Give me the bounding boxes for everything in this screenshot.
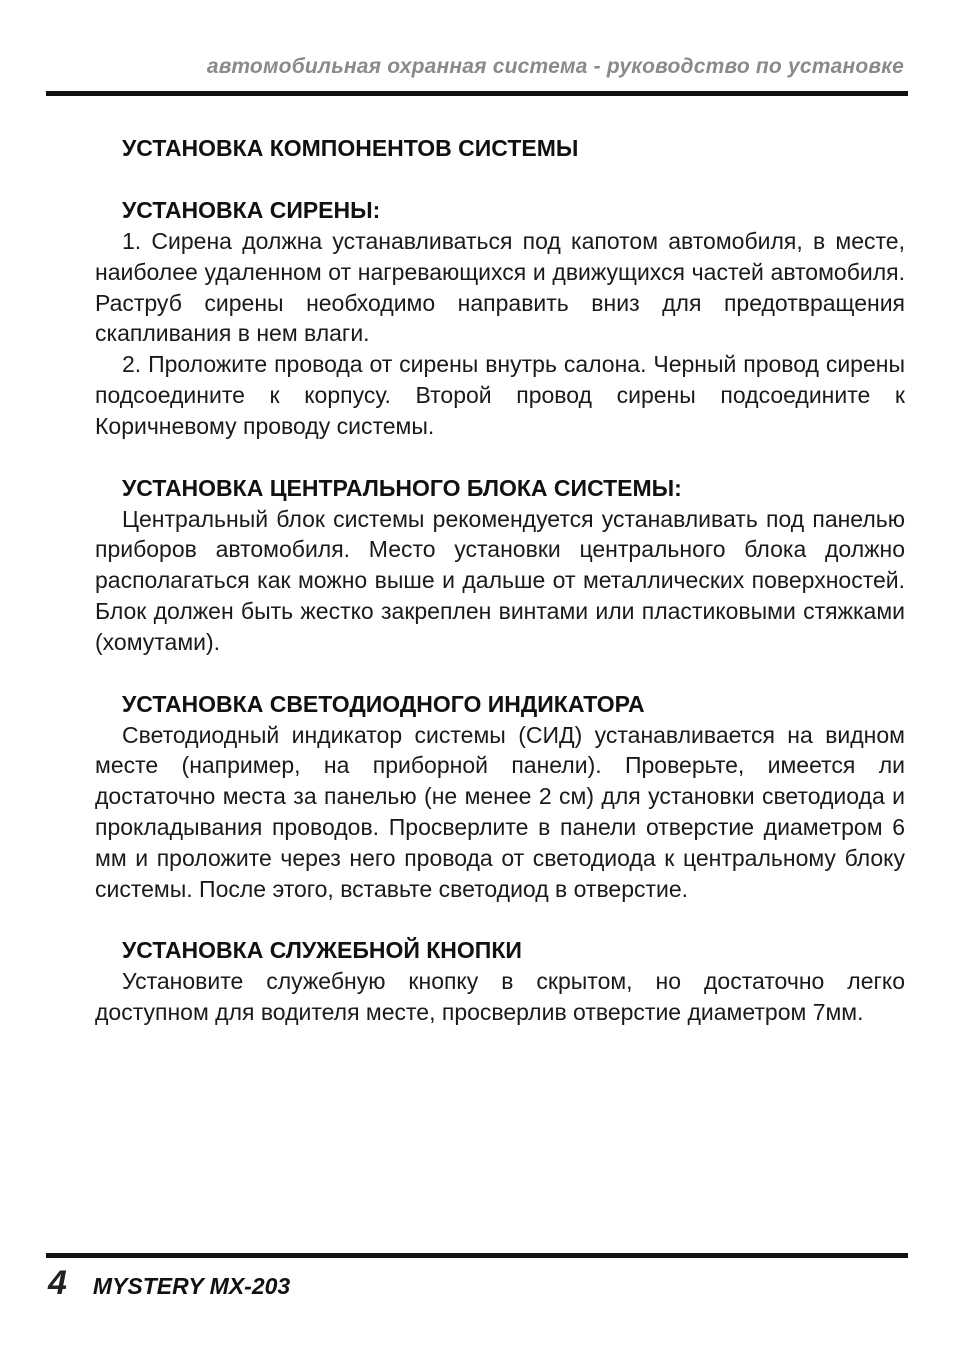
section-siren: [95, 195, 905, 442]
section-heading: УСТАНОВКА СИРЕНЫ:: [122, 197, 381, 223]
section-led-indicator: [95, 689, 905, 905]
section-heading: УСТАНОВКА СВЕТОДИОДНОГО ИНДИКАТОРА: [122, 690, 645, 717]
header-rule: [46, 91, 908, 96]
section-paragraph: 2. Проложите провода от сирены внутрь салона. Черный провод сирены подсоедините к корпусу. Второй провод сирены подсоедините к Коричневому проводу системы.: [95, 351, 905, 439]
section-paragraph: 1. Сирена должна устанавливаться под капотом автомобиля, в месте, наиболее удаленном от нагревающихся и движущихся частей автомобиля. Раструб сирены необходимо направить вниз для предотвращения скапливания в нем влаги.: [95, 228, 905, 347]
section-paragraph: Центральный блок системы рекомендуется устанавливать под панелью приборов автомобиля. Место установки центрального блока должно располагаться как можно выше и дальше от металлических поверхностей. Блок должен быть жестко закреплен винтами или пластиковыми стяжками (хомутами).: [95, 505, 905, 655]
section-service-button: [95, 935, 905, 1028]
footer-rule: [46, 1253, 908, 1258]
page-content: [95, 133, 905, 1059]
section-heading: УСТАНОВКА ЦЕНТРАЛЬНОГО БЛОКА СИСТЕМЫ:: [122, 474, 682, 501]
section-heading: УСТАНОВКА СЛУЖЕБНОЙ КНОПКИ: [122, 937, 522, 964]
section-paragraph: Установите служебную кнопку в скрытом, но достаточно легко доступном для водителя месте, просверлив отверстие диаметром 7мм.: [95, 968, 905, 1026]
page-number: 4: [48, 1264, 67, 1302]
section-central-unit: [95, 473, 905, 658]
product-title: MYSTERY MX-203: [92, 1273, 291, 1299]
section-paragraph: Светодиодный индикатор системы (СИД) устанавливается на видном месте (например, на приборной панели). Проверьте, имеется ли достаточно места за панелью (не менее 2 см) для установки светодиода и прокладывания проводов. Просверлите в панели отверстие диаметром 6 мм и проложите через него провода от светодиода к центральному блоку системы. После этого, вставьте светодиод в отверстие.: [95, 721, 905, 902]
running-head: автомобильная охранная система - руководство по установке: [206, 55, 904, 78]
page-title: УСТАНОВКА КОМПОНЕНТОВ СИСТЕМЫ: [122, 135, 579, 161]
page-footer: [48, 1264, 290, 1304]
